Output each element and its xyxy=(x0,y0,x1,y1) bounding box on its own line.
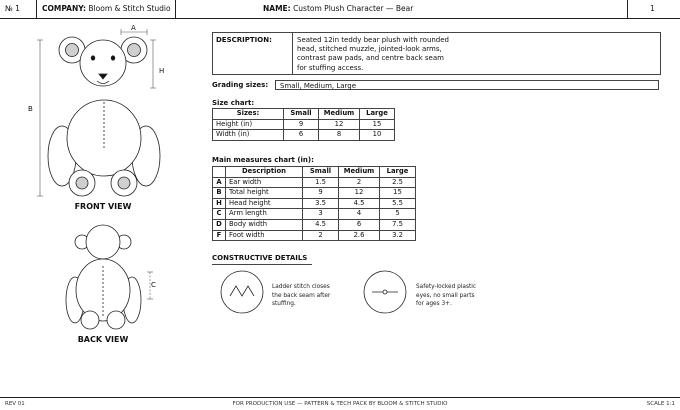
main-measures-title: Main measures chart (in): xyxy=(212,156,314,164)
table-header-cell: Medium xyxy=(339,167,380,178)
constructive-details-title: CONSTRUCTIVE DETAILS xyxy=(212,254,308,262)
ladder-stitch-detail xyxy=(221,271,263,313)
table-cell: Foot width xyxy=(226,230,303,241)
table-cell: H xyxy=(213,198,226,209)
description-line: contrast paw pads, and centre back seam xyxy=(297,54,444,63)
description-line: Seated 12in teddy bear plush with rounded xyxy=(297,36,450,44)
table-row xyxy=(213,119,395,130)
table-cell: 2.6 xyxy=(339,230,380,241)
description-box xyxy=(212,32,661,75)
table-cell: 5.5 xyxy=(380,198,416,209)
table-row xyxy=(213,188,416,199)
table-cell: 4.5 xyxy=(339,198,380,209)
table-cell: 9 xyxy=(303,188,339,199)
table-cell: Head height xyxy=(226,198,303,209)
table-cell: Height (in) xyxy=(213,119,284,130)
note-line: the back seam after xyxy=(272,292,331,299)
back-view-drawing xyxy=(66,225,141,329)
name-label: NAME: xyxy=(263,4,291,13)
table-cell: 12 xyxy=(319,119,360,130)
table-cell: 5 xyxy=(380,209,416,220)
table-cell: 8 xyxy=(319,130,360,141)
sheet-page: 1 xyxy=(650,4,655,13)
name-field xyxy=(263,0,413,18)
grading-sizes-field: Small, Medium, Large xyxy=(275,80,659,90)
table-cell: 10 xyxy=(360,130,395,141)
table-cell: Ear width xyxy=(226,177,303,188)
table-cell: 7.5 xyxy=(380,219,416,230)
table-cell: 4.5 xyxy=(303,219,339,230)
table-cell: Arm length xyxy=(226,209,303,220)
company-value: Bloom & Stitch Studio xyxy=(88,4,171,13)
title-block-header xyxy=(0,0,680,19)
table-header-cell: Large xyxy=(360,109,395,120)
table-row xyxy=(213,219,416,230)
note-line: Safety-locked plastic xyxy=(416,284,477,290)
table-row xyxy=(213,130,395,141)
table-cell: 4 xyxy=(339,209,380,220)
table-header-cell: Small xyxy=(303,167,339,178)
scale-label: SCALE 1:1 xyxy=(646,401,675,407)
footer-caption: FOR PRODUCTION USE — PATTERN & TECH PACK BY BLOOM & STITCH STUDIO xyxy=(232,401,448,407)
table-cell: 15 xyxy=(380,188,416,199)
front-view-label: FRONT VIEW xyxy=(74,202,132,211)
table-cell: 3 xyxy=(303,209,339,220)
note-line: stuffing. xyxy=(272,301,296,308)
footer-bar xyxy=(0,397,680,410)
dim-label-b: B xyxy=(28,105,33,113)
safety-eye-detail xyxy=(364,271,406,313)
ladder-stitch-note xyxy=(272,283,330,309)
section-divider xyxy=(212,264,312,265)
main-measures-table xyxy=(212,166,416,241)
back-view-label: BACK VIEW xyxy=(77,335,129,344)
table-cell: 2 xyxy=(303,230,339,241)
table-cell: 3.2 xyxy=(380,230,416,241)
sheet-number-label: № 1 xyxy=(5,4,20,13)
description-line: head, stitched muzzle, jointed-look arms, xyxy=(297,45,442,54)
table-cell: B xyxy=(213,188,226,199)
table-cell: 15 xyxy=(360,119,395,130)
table-cell: 9 xyxy=(284,119,319,130)
table-header-row xyxy=(213,167,416,178)
company-label: COMPANY: xyxy=(42,4,87,13)
name-value: Custom Plush Character — Bear xyxy=(293,4,414,13)
grading-label: Grading sizes: xyxy=(212,81,269,89)
table-cell: Total height xyxy=(226,188,303,199)
note-line: Ladder stitch closes xyxy=(272,284,330,290)
table-cell: 1.5 xyxy=(303,177,339,188)
table-header-cell: Description xyxy=(226,167,303,178)
note-line: for ages 3+. xyxy=(416,301,452,308)
table-cell: 2 xyxy=(339,177,380,188)
table-header-cell: Small xyxy=(284,109,319,120)
bear-technical-drawings xyxy=(0,18,200,398)
description-text xyxy=(297,36,467,73)
dim-label-h: H xyxy=(159,67,165,75)
table-cell: 6 xyxy=(284,130,319,141)
table-cell: D xyxy=(213,219,226,230)
table-cell: C xyxy=(213,209,226,220)
front-view-drawing xyxy=(48,37,160,196)
dim-label-c: C xyxy=(151,281,156,289)
size-chart-table xyxy=(212,108,395,141)
table-row xyxy=(213,230,416,241)
table-row xyxy=(213,198,416,209)
size-chart-title: Size chart: xyxy=(212,99,255,107)
table-cell: Width (in) xyxy=(213,130,284,141)
dim-label-a: A xyxy=(131,24,136,32)
table-row xyxy=(213,209,416,220)
description-line: for stuffing access. xyxy=(297,63,364,72)
table-header-cell: Sizes: xyxy=(213,109,284,120)
table-cell: A xyxy=(213,177,226,188)
table-cell: 12 xyxy=(339,188,380,199)
note-line: eyes, no small parts xyxy=(416,292,475,299)
table-cell: F xyxy=(213,230,226,241)
table-cell: 6 xyxy=(339,219,380,230)
table-header-cell: Medium xyxy=(319,109,360,120)
table-cell: 3.5 xyxy=(303,198,339,209)
safety-eye-note xyxy=(416,283,476,309)
revision-label: REV 01 xyxy=(5,401,25,407)
table-cell: Body width xyxy=(226,219,303,230)
table-header-row xyxy=(213,109,395,120)
table-header-cell xyxy=(213,167,226,178)
table-row xyxy=(213,177,416,188)
company-field xyxy=(42,0,171,18)
table-header-cell: Large xyxy=(380,167,416,178)
table-cell: 2.5 xyxy=(380,177,416,188)
description-label: DESCRIPTION: xyxy=(216,36,272,44)
